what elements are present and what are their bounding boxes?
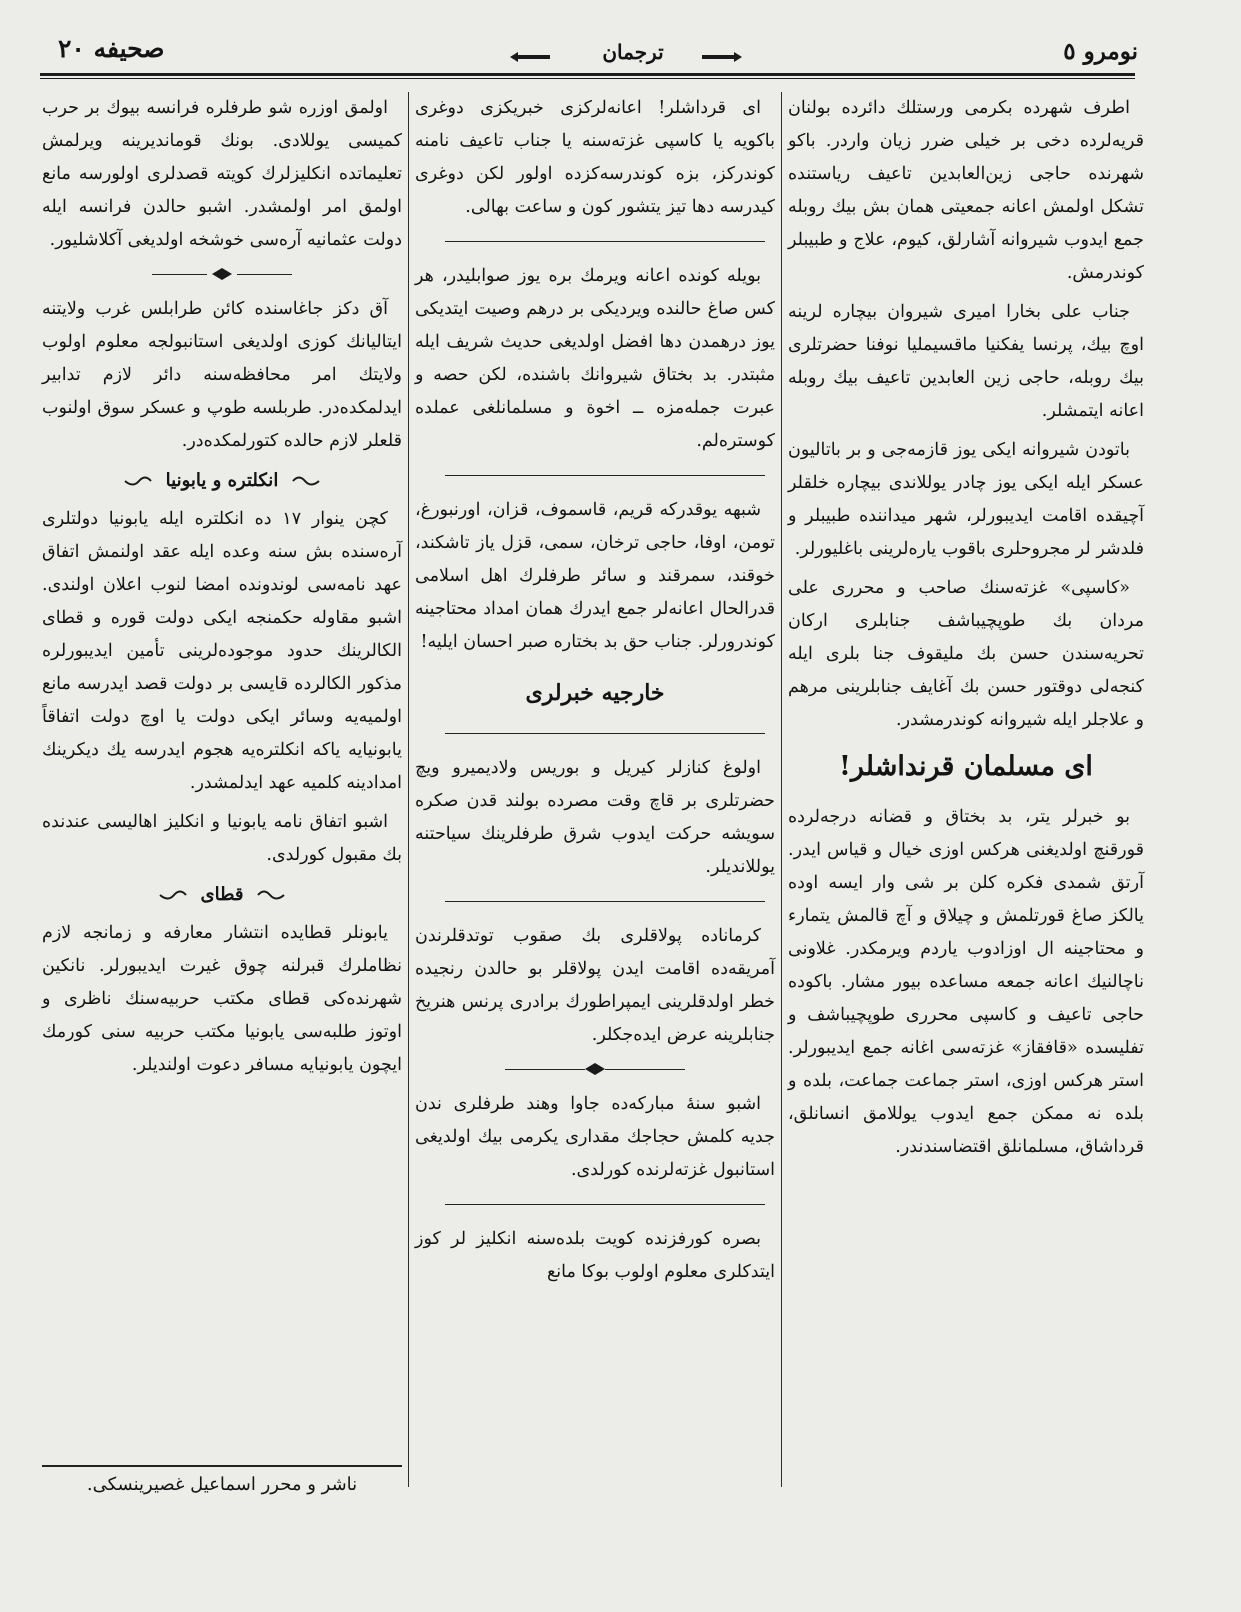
article-paragraph: بویله کونده اعانه ویرمك بره یوز صوابلیدر، هر کس صاغ حالنده ویردیکی بر درهم وصیت ایتدیکی یوز درهمدن دها افضل اولدیغی حدیث شریف ایله مثبتدر. بد بختاق شیروانك باشنده، لکن حصه و عبرت جمله‌مزه ــ اخوة و مسلمانلغی عملده کوسترەلم. — [415, 266, 775, 451]
section-heading — [42, 464, 402, 497]
article-paragraph: «کاسپی» غزته‌سنك صاحب و محرری علی مردان بك طوپچیباشف جنابلری ارکان تحریه‌سندن حسن بك ملیقوف جنا بلری ایله کنجه‌لی دوقتور حسن بك آغایف جنابلرینی مرهم و علاجلر ایله شیروانه کوندرمشدر. — [788, 578, 1144, 730]
page-number: صحیفه ۲۰ — [58, 34, 165, 63]
news-item: اشبو سنهٔ مبارکه‌ده جاوا وهند طرفلری ندن جدیه کلمش حجاجك مقداری یکرمی بیك اولدیغی استانبول غزته‌لرنده کورلدی. — [415, 1094, 775, 1180]
publisher-line: ناشر و محرر اسماعیل غصیرینسکی. — [86, 1474, 358, 1495]
diamond-divider — [42, 263, 402, 287]
news-item: اولوغ کنازلر کیریل و بوریس ولادیمیرو ویچ حضرتلری بر قاچ وقت مصرده بولند قدن صکره سویشه حرکت ایدوب شرق طرفلرینك سیاحتنه یوللاندیلر. — [415, 758, 775, 877]
footer-rule — [42, 1465, 402, 1467]
right-column — [788, 92, 1144, 1170]
article-paragraph: اشبو اتفاق نامه یابونیا و انکلیز اهالیسی عندنده بك مقبول کورلدی. — [42, 812, 402, 865]
section-heading-text: انکلتره و یابونیا — [165, 470, 279, 491]
flourish-ornament-icon — [158, 888, 188, 902]
masthead — [38, 24, 1138, 74]
news-item: کرماناده پولاقلری بك صقوب توتدقلرندن آمریقه‌ده اقامت ایدن پولاقلر بو حالدن رنجیده خطر اولدقلرینی ایمپراطورك برادری پرنس هنریخ جنابلرینه عرض ایده‌جکلر. — [415, 926, 775, 1045]
article-paragraph: اطرف شهرده بکرمی ورستلك دائرده بولنان قریه‌لرده دخی بر خیلی ضرر زیان واردر. باکو شهرنده حاجی زین‌العابدین تاعیف ریاستنده تشکل اولمش اعانه جمعیتی همان بش بیك روبله جمع ایدوب شیروانه آشارلق، کیوم، علاج و طبیبلر کوندرمش. — [788, 98, 1144, 283]
article-paragraph: یابونلر قطایده انتشار معارفه و زمانجه لازم نظاملرك قبرلنه چوق غیرت ایدیبورلر. نانکین شهرنده‌کی قطای مکتب حربیه‌سنك ناظری و اوتوز طلبه‌سی یابونیا مکتب حربیه سنی کورمك ایچون یابونیایه مسافر دعوت اولندیلر. — [42, 923, 402, 1075]
foreign-news-headline: خارجیه خبرلری — [525, 680, 665, 706]
diamond-ornament-icon — [212, 268, 232, 280]
article-paragraph: باتودن شیروانه ایکی یوز قازمه‌جی و بر باتالیون عسکر ایله ایکی یوز چادر یوللاندی بیچاره خلقلر آچیقده اقامت ایدیبورلر، شهر میداننده طبیبلر و فلدشر لر مجروحلری باقوب یارەلرینی باغلیورلر. — [788, 440, 1144, 559]
section-heading-text: قطای — [200, 884, 244, 905]
column-divider-left — [408, 92, 409, 1487]
section-divider — [415, 464, 775, 488]
article-paragraph: آق دکز جاغاسنده کائن طرابلس غرب ولایتنه ایتالیانك کوزی اولدیغی استانبولجه معلوم اولوب ولایتك امر محافظه‌سنه دائر لازم تدابیر ایدلمکده‌در. طربلسه طوپ و عسکر سوق اولنوب قلعلر لازم حالده کتورلمکده‌در. — [42, 299, 402, 451]
article-paragraph: اولمق اوزره شو طرفلره فرانسه بیوك بر حرب کمیسی یوللادی. بونك قوماندیرینه ویرلمش تعلیماتده انکلیزلرك کویته قصدلری اولورسه مانع اولمق امر اولمشدر. اشبو حالدن فرانسه ایله دولت عثمانیه آره‌سی خوشخه اولدیغی آکلاشلیور. — [42, 98, 402, 250]
news-item: بصره کورفزنده کویت بلده‌سنه انکلیز لر کوز ایتدکلری معلوم اولوب بوکا مانع — [415, 1229, 775, 1282]
appeal-paragraph: بو خبرلر یتر، بد بختاق و قضانه درجه‌لرده قورقنچ اولدیغنی هرکس اوزی خیال و قیاس ایدر. آرتق شمدی فکره کلن بر شی وار ایسه اوده یالکز صاغ قورتلمش و چیلاق و آچ قالمش یتمارء و محتاجینه ال اوزادوب یاردم ویرمکدر. غلاونی ناچالنیك اعانه جمعه مساعده بیور مشار. باکوده حاجی تاعیف و کاسپی محرری طوپچیباشف و تفلیسده «قافقاز» غزته‌سی اغانه جمع ایدیبورلر. استر هرکس اوزی، استر جماعت جماعت، بلده و بلده نه ممکن جمع ایدوب یوللامق انسانلق، قرداشاق، مسلمانلق اقتضاسندندر. — [788, 807, 1144, 1157]
flourish-ornament-icon — [291, 474, 321, 488]
right-ornament-icon — [700, 50, 744, 64]
diamond-divider — [415, 1058, 775, 1082]
section-heading — [42, 878, 402, 911]
section-divider — [415, 890, 775, 914]
diamond-ornament-icon — [585, 1063, 605, 1075]
flourish-ornament-icon — [256, 888, 286, 902]
section-divider — [415, 722, 775, 746]
section-divider — [415, 230, 775, 254]
newspaper-title: ترجمان — [602, 40, 664, 64]
flourish-ornament-icon — [123, 474, 153, 488]
article-paragraph: کچن ینوار ۱۷ ده انکلتره ایله یابونیا دولتلری آره‌سنده بش سنه وعده ایله عقد اولنمش اتفاق عهد نامه‌سی لوندونده امضا لنوب اعلان اولندی. اشبو مقاوله حکمنجه ایکی دولت قوره و قطای الکالرینك حدود موجوده‌لرینی تأمین ایدیبورلره مذکور الکالرده قایسی بر دولت قصد ایدرسه مانع اولمیه‌یه وسائر ایکی دولت یا اوچ دولت اتفاقاً یابونیایه یاکه انکلتره‌یه هجوم ایدرسه یك دیکرینك امدادینه کلمیه عهد ایدلمشدر. — [42, 509, 402, 793]
article-paragraph: ای قرداشلر! اعانه‌لرکزی خبریکزی دوغری باکویه یا کاسپی غزته‌سنه یا جناب تاعیف نامنه کوندرکز، بزه کوندرسه‌کزده اولور لکن دوغری کیدرسه دها تیز یتشور کون و ساعت بهالی. — [415, 98, 775, 217]
middle-column — [415, 92, 775, 1295]
masthead-rule-thin — [40, 78, 1135, 79]
left-column — [42, 92, 402, 1088]
column-divider-right — [781, 92, 782, 1487]
section-divider — [415, 1193, 775, 1217]
issue-number: نومرو ٥ — [1063, 38, 1138, 65]
article-paragraph: جناب علی بخارا امیری شیروان بیچاره لرینه اوچ بیك، پرنسا یفکنیا ماقسیملیا نوفنا حضرتلری بیك روبله، حاجی زین العابدین تاعیف بیك روبله اعانه ایتمشلر. — [788, 302, 1144, 421]
masthead-rule — [40, 73, 1135, 76]
article-paragraph: شبهه یوقدرکه قریم، قاسموف، قزان، اورنبورغ، تومن، اوفا، حاجی ترخان، سمی، قزل یاز تاشکند، خوقند، سمرقند و سائر طرفلرك اهل اسلامی قدرالحال اعانه‌لر جمع ایدرك همان امداد محتاجینه کوندرورلر. جناب حق بد بختاره صبر احسان ایلیه! — [415, 500, 775, 652]
appeal-headline: ای مسلمان قرنداشلر! — [839, 751, 1093, 782]
